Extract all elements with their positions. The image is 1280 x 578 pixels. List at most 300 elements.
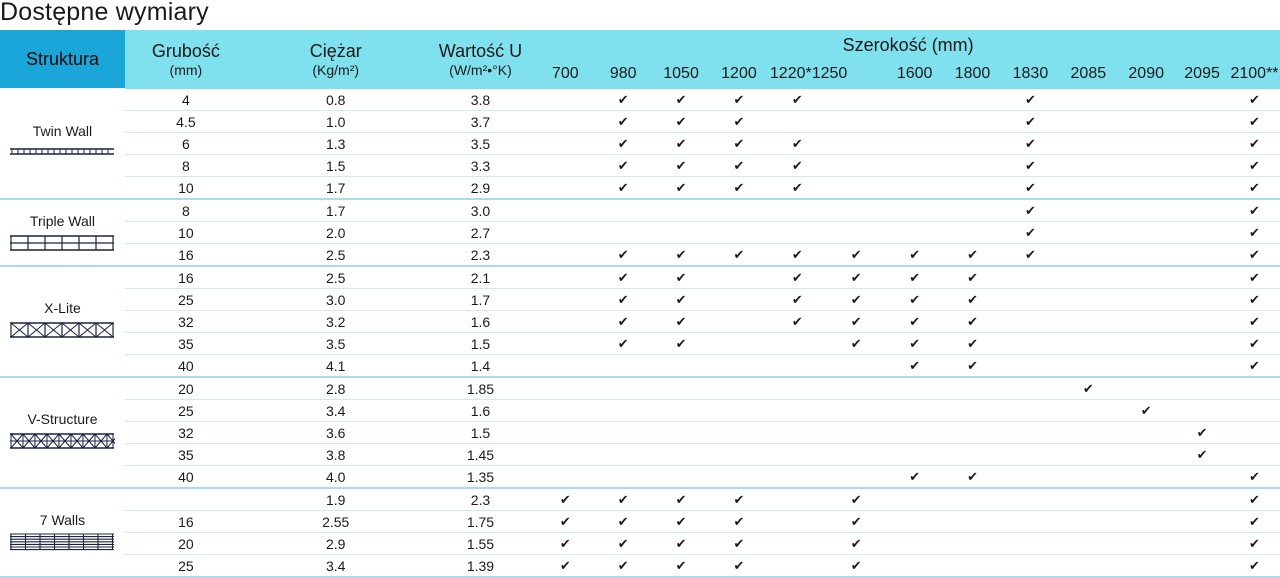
width-cell <box>768 133 827 155</box>
check-icon: ✔ <box>1249 180 1260 195</box>
thickness-cell: 25 <box>125 289 247 311</box>
check-icon: ✔ <box>791 136 803 151</box>
width-cell <box>594 533 652 555</box>
width-cell <box>536 89 594 111</box>
width-cell <box>827 311 886 333</box>
weight-cell: 2.5 <box>247 266 425 289</box>
width-cell <box>594 111 652 133</box>
width-cell <box>652 333 710 355</box>
width-cell <box>1175 555 1229 578</box>
width-cell <box>886 289 944 311</box>
width-cell <box>827 488 886 511</box>
thickness-cell: 35 <box>125 444 247 466</box>
check-icon: ✔ <box>909 336 921 351</box>
check-icon: ✔ <box>967 358 978 373</box>
width-cell <box>594 488 652 511</box>
check-icon: ✔ <box>617 536 629 551</box>
check-icon: ✔ <box>1249 314 1260 329</box>
u-value-cell: 2.3 <box>425 244 537 267</box>
width-cell <box>768 422 827 444</box>
width-cell <box>594 511 652 533</box>
width-cell <box>1059 289 1117 311</box>
width-cell <box>594 266 652 289</box>
check-icon: ✔ <box>1082 381 1094 396</box>
weight-cell: 3.4 <box>247 400 425 422</box>
check-icon: ✔ <box>733 136 745 151</box>
width-cell <box>1001 355 1059 378</box>
width-cell <box>768 466 827 489</box>
width-cell <box>1001 266 1059 289</box>
width-header-11: 2100** <box>1229 56 1280 89</box>
width-cell <box>768 400 827 422</box>
width-cell <box>1059 199 1117 222</box>
check-icon: ✔ <box>909 469 921 484</box>
width-cell <box>768 111 827 133</box>
table-row <box>0 244 1280 267</box>
width-cell <box>594 155 652 177</box>
width-cell <box>1175 466 1229 489</box>
u-value-cell: 1.85 <box>425 377 537 400</box>
width-cell <box>1229 311 1280 333</box>
width-cell <box>768 89 827 111</box>
check-icon: ✔ <box>675 292 687 307</box>
check-icon: ✔ <box>675 92 687 107</box>
thickness-cell: 6 <box>125 133 247 155</box>
width-cell <box>1117 244 1175 267</box>
check-icon: ✔ <box>733 247 745 262</box>
check-icon: ✔ <box>791 292 803 307</box>
width-cell <box>1117 466 1175 489</box>
width-cell <box>594 289 652 311</box>
width-cell <box>886 155 944 177</box>
width-cell <box>944 111 1002 133</box>
u-value-cell: 1.7 <box>425 289 537 311</box>
u-value-cell: 1.6 <box>425 400 537 422</box>
check-icon: ✔ <box>909 292 921 307</box>
width-cell <box>710 488 768 511</box>
width-cell <box>536 133 594 155</box>
width-cell <box>1175 533 1229 555</box>
width-cell <box>768 244 827 267</box>
width-cell <box>768 266 827 289</box>
width-cell <box>1229 400 1280 422</box>
check-icon: ✔ <box>850 247 862 262</box>
check-icon: ✔ <box>675 114 687 129</box>
width-cell <box>827 177 886 200</box>
table-row <box>0 555 1280 578</box>
check-icon: ✔ <box>1024 225 1036 240</box>
header-grubosc <box>125 30 247 89</box>
width-cell <box>1229 555 1280 578</box>
width-cell <box>1117 533 1175 555</box>
width-cell <box>710 355 768 378</box>
width-cell <box>1117 111 1175 133</box>
width-cell <box>652 289 710 311</box>
seven-walls-icon <box>9 532 115 552</box>
header-struktura: Struktura <box>0 30 125 89</box>
check-icon: ✔ <box>850 270 862 285</box>
u-value-cell: 1.4 <box>425 355 537 378</box>
check-icon: ✔ <box>559 536 571 551</box>
width-cell <box>886 377 944 400</box>
width-cell <box>652 422 710 444</box>
width-cell <box>886 511 944 533</box>
width-cell <box>652 400 710 422</box>
check-icon: ✔ <box>559 492 571 507</box>
width-cell <box>1001 133 1059 155</box>
check-icon: ✔ <box>909 270 921 285</box>
width-cell <box>536 377 594 400</box>
width-cell <box>594 444 652 466</box>
width-cell <box>827 533 886 555</box>
width-cell <box>710 511 768 533</box>
check-icon: ✔ <box>1024 92 1036 107</box>
check-icon: ✔ <box>1249 225 1260 240</box>
weight-cell: 1.5 <box>247 155 425 177</box>
width-cell <box>768 311 827 333</box>
width-cell <box>944 244 1002 267</box>
width-cell <box>1117 155 1175 177</box>
width-cell <box>536 555 594 578</box>
check-icon: ✔ <box>733 180 745 195</box>
width-cell <box>1175 222 1229 244</box>
weight-cell: 2.5 <box>247 244 425 267</box>
thickness-cell: 35 <box>125 333 247 355</box>
check-icon: ✔ <box>559 514 571 529</box>
check-icon: ✔ <box>1196 425 1208 440</box>
check-icon: ✔ <box>675 314 687 329</box>
check-icon: ✔ <box>791 180 803 195</box>
width-cell <box>1117 555 1175 578</box>
check-icon: ✔ <box>1249 292 1260 307</box>
width-cell <box>1001 466 1059 489</box>
check-icon: ✔ <box>617 336 629 351</box>
structure-name: Triple Wall <box>29 212 95 229</box>
width-cell <box>1175 266 1229 289</box>
thickness-cell: 8 <box>125 199 247 222</box>
u-value-cell: 1.55 <box>425 533 537 555</box>
width-cell <box>886 355 944 378</box>
width-cell <box>768 377 827 400</box>
width-cell <box>944 333 1002 355</box>
check-icon: ✔ <box>1024 158 1036 173</box>
weight-cell: 2.8 <box>247 377 425 400</box>
check-icon: ✔ <box>733 558 745 573</box>
check-icon: ✔ <box>1249 336 1260 351</box>
width-cell <box>1117 289 1175 311</box>
check-icon: ✔ <box>617 92 629 107</box>
check-icon: ✔ <box>791 314 803 329</box>
weight-cell: 1.3 <box>247 133 425 155</box>
width-cell <box>1059 244 1117 267</box>
width-cell <box>944 133 1002 155</box>
width-cell <box>1001 244 1059 267</box>
width-cell <box>652 155 710 177</box>
check-icon: ✔ <box>1249 92 1260 107</box>
weight-cell: 3.5 <box>247 333 425 355</box>
width-cell <box>886 533 944 555</box>
weight-cell: 1.9 <box>247 488 425 511</box>
thickness-cell: 8 <box>125 155 247 177</box>
table-row <box>0 266 1280 289</box>
dimensions-table <box>0 30 1280 578</box>
width-cell <box>536 422 594 444</box>
check-icon: ✔ <box>850 336 862 351</box>
check-icon: ✔ <box>617 247 629 262</box>
width-cell <box>827 422 886 444</box>
width-cell <box>1175 244 1229 267</box>
width-header-0: 700 <box>536 56 594 89</box>
width-cell <box>594 377 652 400</box>
width-cell <box>768 444 827 466</box>
check-icon: ✔ <box>675 247 687 262</box>
width-cell <box>652 199 710 222</box>
width-cell <box>710 199 768 222</box>
check-icon: ✔ <box>909 314 921 329</box>
table-row <box>0 355 1280 378</box>
weight-cell: 0.8 <box>247 89 425 111</box>
structure-cell <box>0 89 125 199</box>
u-value-cell: 3.0 <box>425 199 537 222</box>
check-icon: ✔ <box>850 536 862 551</box>
width-header-2: 1050 <box>652 56 710 89</box>
table-row <box>0 333 1280 355</box>
check-icon: ✔ <box>617 314 629 329</box>
check-icon: ✔ <box>675 514 687 529</box>
u-value-cell: 2.7 <box>425 222 537 244</box>
check-icon: ✔ <box>1249 358 1260 373</box>
width-cell <box>1175 177 1229 200</box>
thickness-cell: 20 <box>125 377 247 400</box>
width-cell <box>886 400 944 422</box>
table-row <box>0 422 1280 444</box>
table-row <box>0 444 1280 466</box>
width-cell <box>1001 111 1059 133</box>
width-header-10: 2095 <box>1175 56 1229 89</box>
u-value-cell: 1.35 <box>425 466 537 489</box>
width-cell <box>944 422 1002 444</box>
table-row <box>0 311 1280 333</box>
width-cell <box>652 111 710 133</box>
check-icon: ✔ <box>617 270 629 285</box>
check-icon: ✔ <box>1249 492 1260 507</box>
width-cell <box>1117 266 1175 289</box>
v-structure-icon <box>9 431 115 451</box>
triple-wall-icon <box>9 233 115 253</box>
width-cell <box>652 266 710 289</box>
u-value-cell: 1.5 <box>425 333 537 355</box>
width-cell <box>944 377 1002 400</box>
check-icon: ✔ <box>1249 469 1260 484</box>
header-wartosc-unit: (W/m²•°K) <box>449 61 512 78</box>
check-icon: ✔ <box>1249 558 1260 573</box>
check-icon: ✔ <box>675 158 687 173</box>
weight-cell: 3.2 <box>247 311 425 333</box>
width-cell <box>1001 289 1059 311</box>
width-cell <box>594 311 652 333</box>
width-cell <box>1175 488 1229 511</box>
check-icon: ✔ <box>617 492 629 507</box>
check-icon: ✔ <box>909 358 921 373</box>
width-cell <box>827 466 886 489</box>
structure-name: V-Structure <box>27 411 98 428</box>
width-cell <box>886 422 944 444</box>
check-icon: ✔ <box>967 292 978 307</box>
width-cell <box>710 289 768 311</box>
width-cell <box>827 444 886 466</box>
table-row <box>0 222 1280 244</box>
thickness-cell: 32 <box>125 422 247 444</box>
width-cell <box>944 355 1002 378</box>
width-cell <box>1229 133 1280 155</box>
width-cell <box>768 555 827 578</box>
width-cell <box>886 444 944 466</box>
width-cell <box>1059 89 1117 111</box>
width-header-4: 1220*1250 <box>768 56 886 89</box>
width-cell <box>652 466 710 489</box>
check-icon: ✔ <box>791 247 803 262</box>
check-icon: ✔ <box>1024 114 1036 129</box>
thickness-cell <box>125 488 247 511</box>
width-cell <box>1117 400 1175 422</box>
header-wartosc-label: Wartość U <box>438 40 523 61</box>
thickness-cell: 4.5 <box>125 111 247 133</box>
width-cell <box>594 89 652 111</box>
width-header-3: 1200 <box>710 56 768 89</box>
structure-name: X-Lite <box>44 300 81 317</box>
width-cell <box>1229 289 1280 311</box>
width-cell <box>886 199 944 222</box>
check-icon: ✔ <box>967 314 978 329</box>
check-icon: ✔ <box>617 558 629 573</box>
width-cell <box>1059 133 1117 155</box>
width-cell <box>1001 555 1059 578</box>
width-cell <box>652 133 710 155</box>
structure-cell <box>0 377 125 488</box>
u-value-cell: 3.8 <box>425 89 537 111</box>
check-icon: ✔ <box>791 270 803 285</box>
width-cell <box>1117 333 1175 355</box>
width-cell <box>594 244 652 267</box>
width-header-6: 1800 <box>944 56 1002 89</box>
width-cell <box>710 222 768 244</box>
width-cell <box>768 533 827 555</box>
width-cell <box>886 222 944 244</box>
width-cell <box>536 488 594 511</box>
table-row <box>0 289 1280 311</box>
width-cell <box>768 333 827 355</box>
check-icon: ✔ <box>1249 136 1260 151</box>
header-ciezar-label: Ciężar <box>309 40 362 61</box>
check-icon: ✔ <box>850 514 862 529</box>
width-cell <box>536 111 594 133</box>
width-cell <box>1001 533 1059 555</box>
structure-cell <box>0 266 125 377</box>
check-icon: ✔ <box>967 469 978 484</box>
width-cell <box>652 488 710 511</box>
width-cell <box>710 377 768 400</box>
width-cell <box>652 511 710 533</box>
header-ciezar <box>247 30 425 89</box>
width-cell <box>944 444 1002 466</box>
width-cell <box>1117 133 1175 155</box>
thickness-cell: 25 <box>125 400 247 422</box>
width-cell <box>536 400 594 422</box>
weight-cell: 3.0 <box>247 289 425 311</box>
width-cell <box>536 244 594 267</box>
structure-cell <box>0 199 125 266</box>
width-cell <box>1001 422 1059 444</box>
width-cell <box>886 466 944 489</box>
width-cell <box>886 89 944 111</box>
width-cell <box>594 222 652 244</box>
width-cell <box>944 199 1002 222</box>
width-cell <box>536 266 594 289</box>
width-cell <box>594 333 652 355</box>
width-cell <box>710 133 768 155</box>
width-cell <box>827 266 886 289</box>
width-cell <box>944 89 1002 111</box>
width-cell <box>652 222 710 244</box>
width-cell <box>1175 422 1229 444</box>
width-cell <box>1059 422 1117 444</box>
width-header-1: 980 <box>594 56 652 89</box>
width-cell <box>1229 533 1280 555</box>
width-cell <box>1059 444 1117 466</box>
width-cell <box>1117 177 1175 200</box>
check-icon: ✔ <box>675 536 687 551</box>
structure-name: Twin Wall <box>32 123 93 140</box>
width-cell <box>594 355 652 378</box>
width-cell <box>827 133 886 155</box>
width-cell <box>944 533 1002 555</box>
width-cell <box>1175 377 1229 400</box>
weight-cell: 3.8 <box>247 444 425 466</box>
width-cell <box>886 488 944 511</box>
u-value-cell: 1.39 <box>425 555 537 578</box>
width-cell <box>1175 133 1229 155</box>
u-value-cell: 2.3 <box>425 488 537 511</box>
width-cell <box>536 155 594 177</box>
width-cell <box>652 444 710 466</box>
width-cell <box>1001 333 1059 355</box>
width-cell <box>1001 89 1059 111</box>
check-icon: ✔ <box>617 514 629 529</box>
width-cell <box>1175 289 1229 311</box>
width-cell <box>886 266 944 289</box>
check-icon: ✔ <box>617 158 629 173</box>
check-icon: ✔ <box>1024 180 1036 195</box>
width-cell <box>710 155 768 177</box>
u-value-cell: 1.5 <box>425 422 537 444</box>
width-cell <box>944 222 1002 244</box>
width-cell <box>710 266 768 289</box>
header-wartosc <box>425 30 537 89</box>
check-icon: ✔ <box>850 292 862 307</box>
width-cell <box>827 400 886 422</box>
width-header-5: 1600 <box>886 56 944 89</box>
width-cell <box>710 311 768 333</box>
structure-name: 7 Walls <box>39 512 86 528</box>
width-cell <box>1059 155 1117 177</box>
width-cell <box>827 333 886 355</box>
width-cell <box>710 111 768 133</box>
thickness-cell: 16 <box>125 244 247 267</box>
weight-cell: 2.55 <box>247 511 425 533</box>
width-cell <box>1175 400 1229 422</box>
width-cell <box>768 511 827 533</box>
width-cell <box>536 311 594 333</box>
